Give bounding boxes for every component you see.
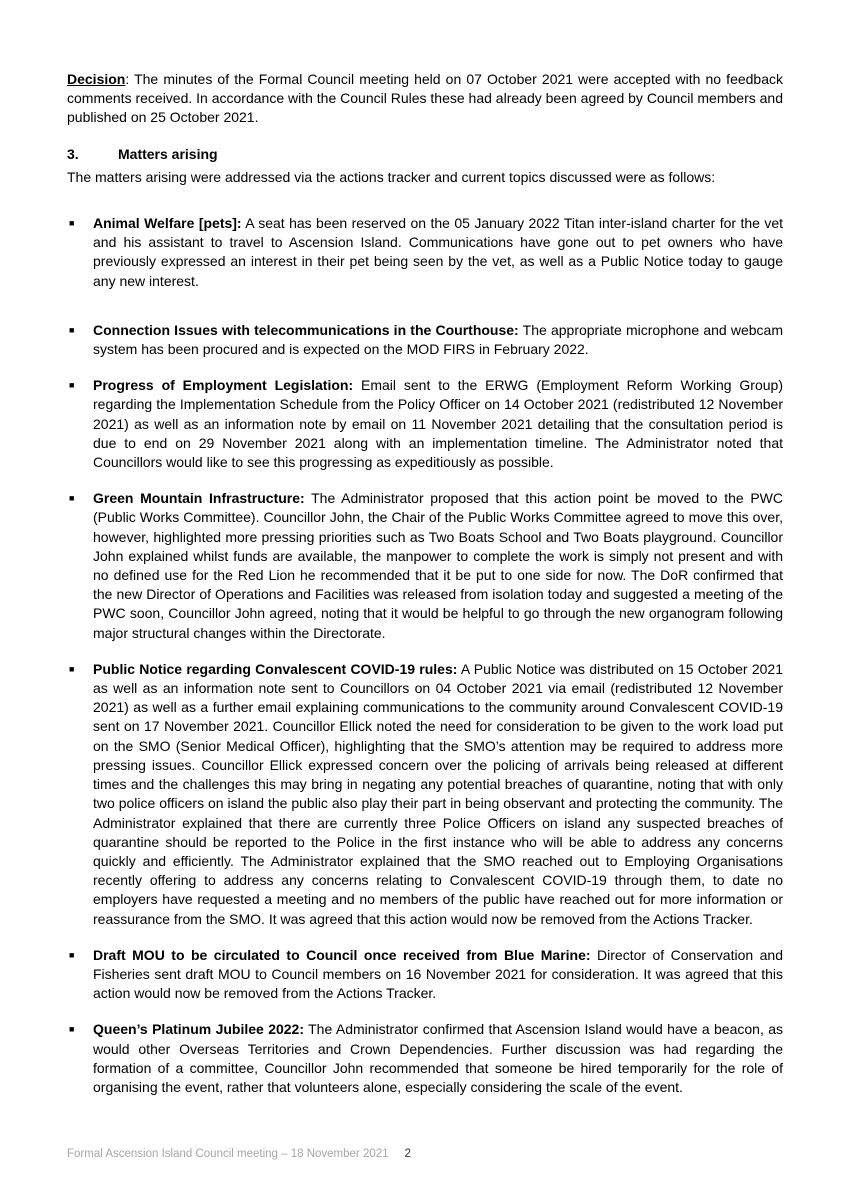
item-title: Connection Issues with telecommunications in the Courthouse: [93,321,519,338]
matters-list [67,214,783,1097]
page-number: 2 [404,1148,411,1160]
bullet-icon: ■ [69,218,75,229]
bullet-icon: ■ [69,663,75,674]
item-text: Email sent to the ERWG (Employment Reform Working Group) regarding the Implementation Schedule from the Policy Officer on 14 October 2021 (redistributed 12 November 2021) as well as an information note by email on 11 November 2021 detailing that the consultation period is due to end on 29 November 2021 along with an implementation timeline. The Administrator noted that Councillors would like to see this progressing as expeditiously as possible. [93,377,783,471]
list-item-green-mountain [67,489,783,643]
item-title: Green Mountain Infrastructure: [93,490,305,507]
item-text: A seat has been reserved on the 05 January 2022 Titan inter-island charter for the vet and his assistant to travel to Ascension Island. Communications have gone out to pet owners who have previously expressed an interest in their pet being seen by the vet, as well as a Public Notice today to gauge any new interest. [93,215,784,289]
bullet-icon: ■ [69,380,75,391]
item-text: Director of Conservation and Fisheries sent draft MOU to Council members on 16 November 2021 for consideration. It was agreed that this action would now be removed from the Actions Tracker. [93,946,783,1002]
list-item-covid-notice [67,660,783,929]
decision-paragraph [67,70,783,128]
item-title: Public Notice regarding Convalescent COVID-19 rules: [93,660,458,677]
item-text: The Administrator confirmed that Ascension Island would have a beacon, as would other Overseas Territories and Crown Dependencies. Further discussion was had regarding the formation of a committee, Councillor John recommended that someone be hired temporarily for the role of organising the event, rather that volunteers alone, especially considering the scale of the event. [93,1021,784,1095]
bullet-icon: ■ [69,493,75,504]
bullet-icon: ■ [69,324,75,335]
section-heading [67,145,783,164]
decision-text: : The minutes of the Formal Council meeting held on 07 October 2021 were accepted with no feedback comments received. In accordance with the Council Rules these had already been agreed by Council members and published on 25 October 2021. [67,71,783,126]
list-item-employment-legislation [67,376,783,472]
section-title: Matters arising [118,145,218,162]
footer-text: Formal Ascension Island Council meeting – 18 November 2021 [67,1148,389,1160]
page-footer [67,1148,411,1160]
item-title: Draft MOU to be circulated to Council once received from Blue Marine: [93,946,591,963]
item-title: Animal Welfare [pets]: [93,215,242,232]
section-number: 3. [67,145,79,162]
item-text: The Administrator proposed that this action point be moved to the PWC (Public Works Committee). Councillor John, the Chair of the Public Works Committee agreed to move this over, however, highlighted more pressing priorities such as Two Boats School and Two Boats playground. Councillor John explained whilst funds are available, the manpower to complete the work is simply not present and with no defined use for the Red Lion he recommended that it be put to one side for now. The DoR confirmed that the new Director of Operations and Facilities was released from isolation today and suggested a meeting of the PWC soon, Councillor John agreed, noting that it would be helpful to go through the new organogram following major structural changes within the Directorate. [93,490,783,641]
list-item-animal-welfare [67,214,783,291]
list-item-connection-issues [67,321,783,359]
list-item-jubilee [67,1020,783,1097]
document-page [67,70,783,1097]
bullet-icon: ■ [69,1024,75,1035]
item-title: Queen’s Platinum Jubilee 2022: [93,1021,305,1038]
decision-label: Decision [67,71,126,87]
item-text: A Public Notice was distributed on 15 October 2021 as well as an information note sent to Councillors on 04 October 2021 via email (redistributed 12 November 2021) as well as a further email explaining communications to the community around Convalescent COVID-19 sent on 17 November 2021. Councillor Ellick noted the need for consideration to be given to the work load put on the SMO (Senior Medical Officer), highlighting that the SMO’s attention may be required to address more pressing issues. Councillor Ellick expressed concern over the policing of arrivals being released at different times and the challenges this may bring in negating any potential breaches of quarantine, noting that with only two police officers on island the public also play their part in being observant and protecting the community. The Administrator explained that there are currently three Police Officers on island any suspected breaches of quarantine should be reported to the Police in the first instance who will be able to address any concerns quickly and efficiently. The Administrator explained that the SMO reached out to Employing Organisations recently offering to address any concerns relating to Convalescent COVID-19 through them, to date no employers have requested a meeting and no members of the public have reached out for more information or reassurance from the SMO. It was agreed that this action would now be removed from the Actions Tracker. [93,660,783,927]
section-intro: The matters arising were addressed via the actions tracker and current topics discussed were as follows: [67,168,716,185]
item-text: The appropriate microphone and webcam system has been procured and is expected on the MOD FIRS in February 2022. [93,321,783,358]
item-title: Progress of Employment Legislation: [93,377,354,394]
list-item-draft-mou [67,946,783,1004]
bullet-icon: ■ [69,949,75,960]
